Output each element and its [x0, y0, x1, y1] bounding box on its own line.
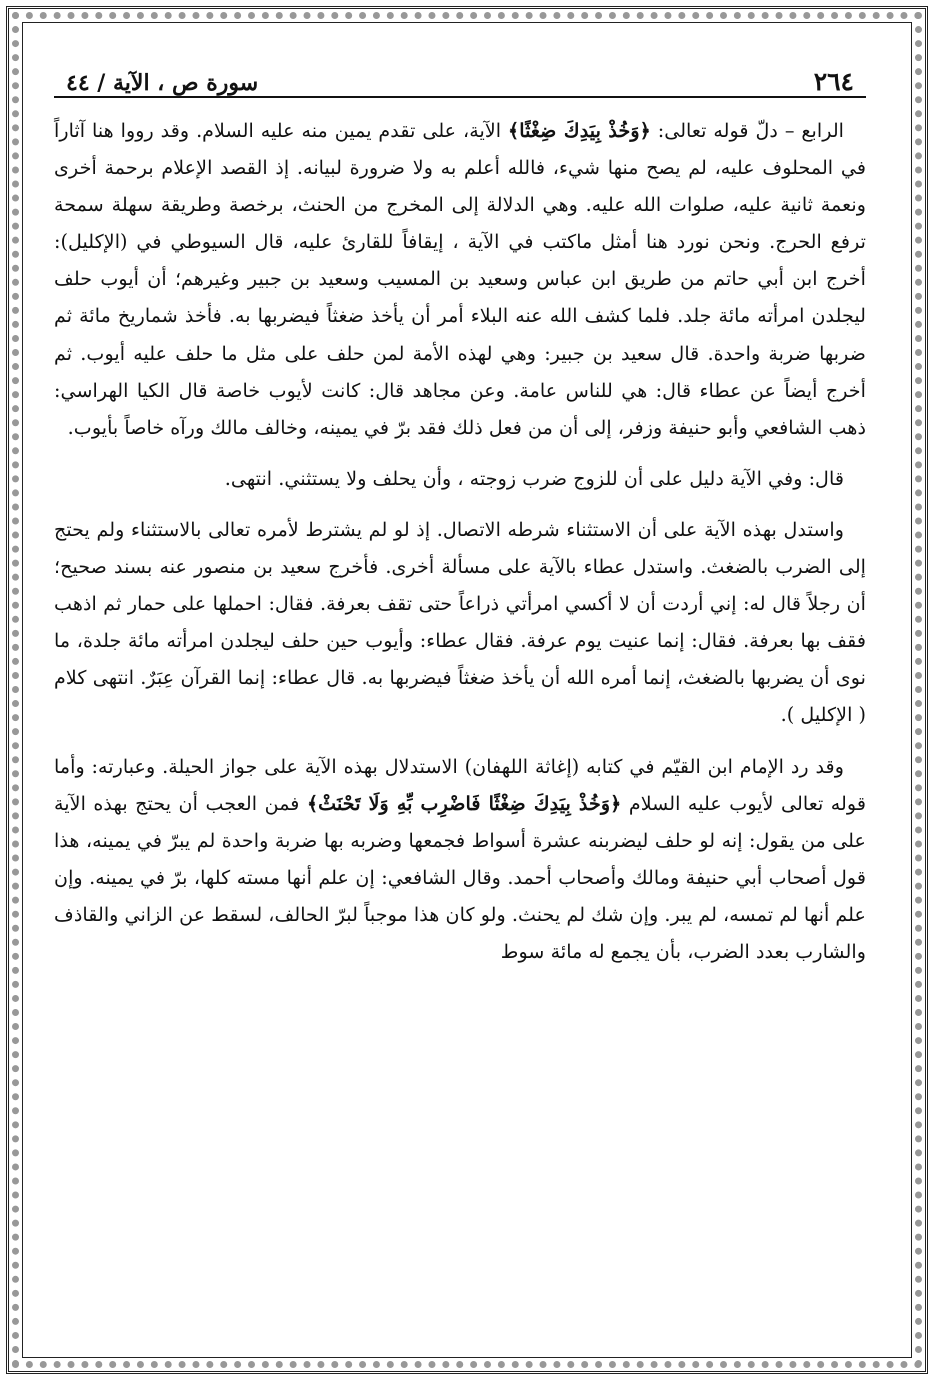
running-title: سورة ص ، الآية / ٤٤ — [66, 70, 259, 96]
quran-quote: ﴿وَخُذْ بِيَدِكَ ضِغْثًا﴾ — [508, 119, 651, 142]
paragraph-1 — [54, 112, 866, 446]
page-number: ٢٦٤ — [813, 67, 854, 96]
paragraph-text: الرابع – دلّ قوله تعالى: — [650, 119, 844, 142]
book-page — [54, 58, 866, 1348]
paragraph-text: واستدل بهذه الآية على أن الاستثناء شرطه الاتصال. إذ لو لم يشترط لأمره تعالى بالاستثناء ولم يحتج إلى الضرب بالضغث. واستدل عطاء بالآية على مسألة أخرى. فأخرج سعيد بن منصور عنه بسند صحيح؛ أن رجلاً قال له: إني أردت أن لا أكسي امرأتي ذراعاً حتى تقف بعرفة. فقال: احملها على حمار ثم اذهب فقف بها بعرفة. فقال: إنما عنيت يوم عرفة. فقال عطاء: وأيوب حين حلف ليجلدن امرأته مائة جلدة، ما نوى أن يضربها بالضغث، إنما أمره الله أن يأخذ ضغثاً فيضربها به. قال عطاء: إنما القرآن عِبَرٌ. انتهى كلام ( الإكليل ). — [54, 517, 866, 727]
paragraph-text: قال: وفي الآية دليل على أن للزوج ضرب زوجته ، وأن يحلف ولا يستثني. انتهى. — [224, 466, 844, 490]
quran-quote: ﴿وَخُذْ بِيَدِكَ ضِغْثًا فَاضْرِب بِّهِ وَلَا تَحْنَثْ﴾ — [306, 791, 622, 815]
paragraph-text: وقد رد الإمام ابن القيّم في كتابه (إغاثة اللهفان) الاستدلال بهذه الآية على جواز الحيلة. وعبارته: وأما قوله تعالى لأيوب عليه السلام — [54, 754, 866, 815]
paragraph-text: فمن العجب أن يحتج بهذه الآية على من يقول: إنه لو حلف ليضربنه عشرة أسواط فجمعها وضربه بها ضربة واحدة لم يبرّ في يمينه، هذا قول أصحاب أبي حنيفة ومالك وأصحاب أحمد. وقال الشافعي: إن علم أنها مسته كلها، برّ في يمينه. وإن علم أنها لم تمسه، لم يبر. وإن شك لم يحنث. ولو كان هذا موجباً لبرّ الحالف، لسقط عن الزاني والقاذف والشارب بعدد الضرب، بأن يجمع له مائة سوط — [54, 791, 866, 963]
paragraph-3 — [54, 511, 866, 734]
page-body — [54, 112, 866, 970]
paragraph-text: الآية، على تقدم يمين منه عليه السلام. وقد رووا هنا آثاراً في المحلوف عليه، لم يصح منها شيء، فالله أعلم به ولا ضرورة لبيانه. إذ القصد الإعلام برحمة أخرى ونعمة ثانية عليه، صلوات الله عليه. وهي الدلالة إلى المخرج من الحنث، برخصة وطريقة سهلة سمحة ترفع الحرج. ونحن نورد هنا أمثل ماكتب في الآية ، إيقافاً للقارئ عليه، قال السيوطي في (الإكليل): أخرج ابن أبي حاتم من طريق ابن عباس وسعيد بن المسيب وسعيد بن جبير وغيرهم؛ أن أيوب حلف ليجلدن امرأته مائة جلد. فلما كشف الله عنه البلاء أمر أن يأخذ ضغثاً فيضربها به. فأخذ شماريخ مائة ثم ضربها ضربة واحدة. قال سعيد بن جبير: وهي لهذه الأمة لمن حلف على مثل ما حلف عليه أيوب. ثم أخرج أيضاً عن عطاء قال: هي للناس عامة. وعن مجاهد قال: كانت لأيوب خاصة قال الكيا الهراسي: ذهب الشافعي وأبو حنيفة وزفر، إلى أن من فعل ذلك فقد برّ في يمينه، وخالف مالك ورآه خاصاً بأيوب. — [54, 119, 866, 439]
page-header — [54, 58, 866, 98]
paragraph-4 — [54, 748, 866, 971]
paragraph-2 — [54, 460, 866, 497]
